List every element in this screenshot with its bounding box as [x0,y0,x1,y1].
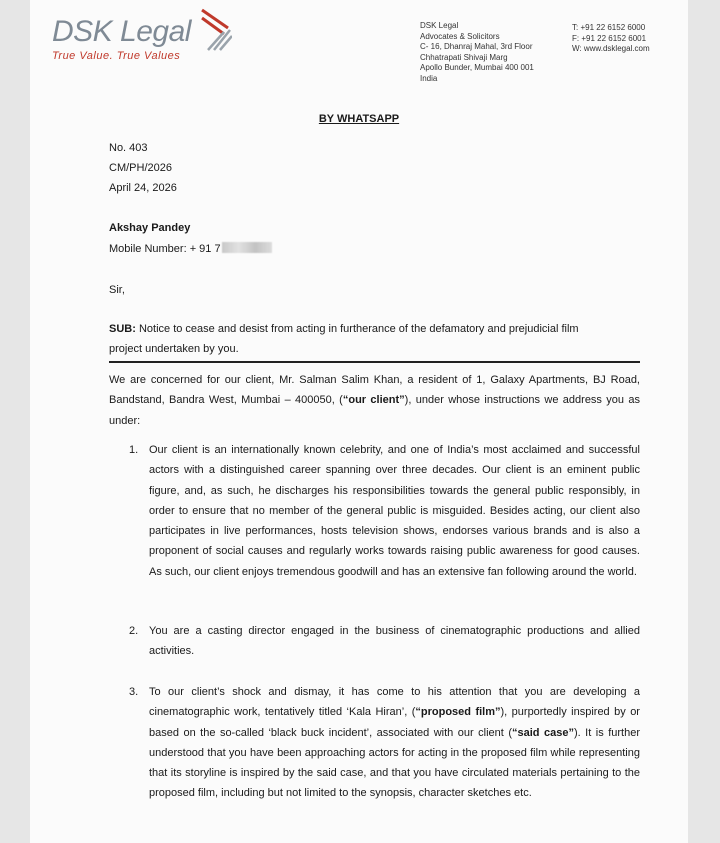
point-number: 1. [129,444,139,456]
subject-label: SUB: [109,323,136,335]
address-line: Chhatrapati Shivaji Marg [420,52,508,62]
point-paragraph [149,682,640,804]
point-paragraph: Our client is an internationally known celebrity, and one of India’s most acclaimed and successful actors with a distinguished career spanning over three decades. Our client is an eminent public figure, and, as such, he discharges his responsibilities towards the general public responsibly, in order to ensure that no member of the general public is misguided. Besides acting, our client also participates in live performances, hosts television shows, endorses various brands and is also a proponent of social causes and regularly works towards raising public awareness for good causes. As such, our client enjoys tremendous goodwill and has an extensive fan following around the world. [149,444,640,578]
recipient-mobile [109,242,272,256]
contact-website: W: www.dsklegal.com [572,44,650,53]
reference-number: No. 403 [109,142,148,154]
defined-term: “our client” [342,394,405,407]
address-line: Apollo Bunder, Mumbai 400 001 [420,63,534,72]
salutation: Sir, [109,284,125,296]
point-text: To our client’s shock and dismay, it has come to his attention that you are developing a cinematographic work, tentatively titled ‘Kala Hiran’, ( [149,686,640,719]
intro-text: We are concerned for our client, Mr. Salman Salim Khan, a resident of 1, Galaxy Apartments, BJ Road, Bandstand, Bandra West, Mumbai – 400050, ( [109,374,640,407]
redacted-number [222,242,272,253]
address-line: India [420,73,438,83]
point-number: 2. [129,625,139,637]
letter-date: April 24, 2026 [109,182,177,194]
mobile-label: Mobile Number: + 91 7 [109,243,221,255]
defined-term: “said case” [512,726,574,739]
address-line: DSK Legal [420,21,459,30]
logo-stripes-icon [200,4,232,52]
delivery-heading: BY WHATSAPP [318,113,400,125]
point-paragraph: You are a casting director engaged in the business of cinematographic productions and allied activities. [149,625,640,658]
divider-rule [109,361,640,363]
point-text: ), purportedly inspired by or based on the so-called ‘black buck incident’, associated with our client ( [149,706,640,739]
letter-page [30,0,688,843]
defined-term: “proposed film” [415,706,501,719]
subject-line-2: project undertaken by you. [109,343,239,355]
logo-text: DSK Legal [52,15,191,48]
reference-code: CM/PH/2026 [109,162,172,174]
firm-contact [572,23,650,55]
intro-paragraph [109,370,640,431]
intro-text: ), under whose instructions we address you as under: [109,394,640,427]
recipient-name: Akshay Pandey [109,222,191,234]
subject-line [109,323,579,336]
address-line: Advocates & Solicitors [420,31,500,41]
contact-fax: F: +91 22 6152 6001 [572,33,647,43]
point-text: ). It is further understood that you have been approaching actors for acting in the proposed film while representing that its storyline is inspired by the said case, and that you have circulated materials pertaining to the proposed film, including but not limited to the synopsis, character sketches etc. [149,726,640,800]
firm-address [420,21,534,84]
address-line: C- 16, Dhanraj Mahal, 3rd Floor [420,42,533,51]
subject-text: Notice to cease and desist from acting in furtherance of the defamatory and prejudicial film [138,323,579,335]
logo-tagline: True Value. True Values [52,50,181,62]
point-number: 3. [129,686,139,698]
contact-phone: T: +91 22 6152 6000 [572,23,646,32]
